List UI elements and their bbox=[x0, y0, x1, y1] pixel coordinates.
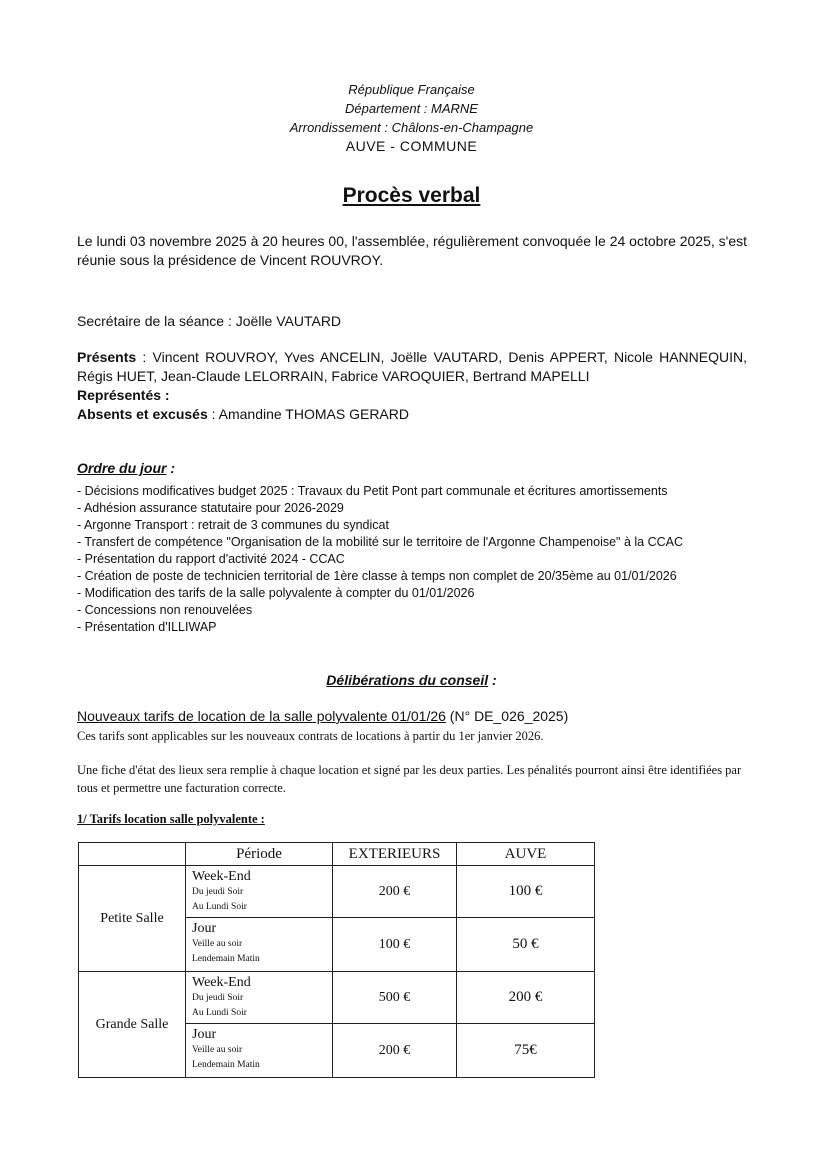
agenda-item: - Présentation du rapport d'activité 2024 - CCAC bbox=[77, 552, 345, 566]
periode-cell bbox=[186, 1024, 333, 1078]
presents-label: Présents bbox=[77, 349, 137, 365]
presents-list: : Vincent ROUVROY, Yves ANCELIN, Joëlle VAUTARD, Denis APPERT, Nicole HANNEQUIN, Régis HUET, Jean-Claude LELORRAIN, Fabrice VAROQUIER, Bertrand MAPELLI bbox=[77, 349, 747, 384]
secretaire-line: Secrétaire de la séance : Joëlle VAUTARD bbox=[77, 313, 342, 329]
price-auve: 200 € bbox=[457, 972, 595, 1024]
price-auve: 100 € bbox=[457, 866, 595, 918]
periode-sub: Veille au soir bbox=[192, 939, 243, 949]
tarif-heading-text: Nouveaux tarifs de location de la salle polyvalente 01/01/26 bbox=[77, 708, 446, 724]
periode-main: Jour bbox=[192, 921, 217, 936]
agenda-item: - Création de poste de technicien territorial de 1ère classe à temps non complet de 20/35ème au 01/01/2026 bbox=[77, 569, 677, 583]
tarifs-table bbox=[78, 842, 595, 1078]
header-departement: Département : MARNE bbox=[345, 101, 478, 116]
table-header-cell: Période bbox=[186, 843, 333, 866]
agenda-item: - Modification des tarifs de la salle polyvalente à compter du 01/01/2026 bbox=[77, 586, 475, 600]
periode-sub: Lendemain Matin bbox=[192, 954, 260, 964]
table-header-row bbox=[79, 843, 595, 866]
agenda-item: - Concessions non renouvelées bbox=[77, 603, 253, 617]
price-auve: 75€ bbox=[457, 1024, 595, 1078]
periode-main: Week-End bbox=[192, 869, 251, 884]
periode-cell bbox=[186, 866, 333, 918]
periode-cell bbox=[186, 918, 333, 972]
salle-cell: Grande Salle bbox=[79, 972, 186, 1078]
table-header-cell: AUVE bbox=[457, 843, 595, 866]
tarif-applicability-paragraph: Ces tarifs sont applicables sur les nouveaux contrats de locations à partir du 1er janvier 2026. bbox=[77, 729, 544, 743]
price-exterieurs: 200 € bbox=[333, 1024, 457, 1078]
deliberations-title-suffix: : bbox=[488, 672, 497, 688]
absent-label: Absents et excusés bbox=[77, 406, 208, 422]
agenda-item: - Transfert de compétence "Organisation de la mobilité sur le territoire de l'Argonne Champenoise" à la CCAC bbox=[77, 535, 683, 549]
attendance-block bbox=[77, 348, 747, 424]
etat-des-lieux-paragraph: Une fiche d'état des lieux sera remplie à chaque location et signé par les deux parties. Les pénalités pourront ainsi être identifiées par tous et permettre une facturation correcte. bbox=[77, 763, 742, 795]
page-title: Procès verbal bbox=[342, 184, 481, 207]
agenda-title bbox=[77, 460, 175, 476]
agenda-item: - Présentation d'ILLIWAP bbox=[77, 620, 217, 634]
tarif-reference: (N° DE_026_2025) bbox=[445, 708, 569, 724]
header-republique: République Française bbox=[348, 82, 475, 97]
periode-sub: Du jeudi Soir bbox=[192, 993, 244, 1003]
tarifs-subtitle: 1/ Tarifs location salle polyvalente : bbox=[77, 812, 265, 826]
header-commune: AUVE - COMMUNE bbox=[345, 138, 478, 154]
agenda-title-suffix: : bbox=[166, 460, 176, 476]
agenda-title-text: Ordre du jour bbox=[77, 460, 167, 476]
periode-sub: Au Lundi Soir bbox=[192, 902, 247, 912]
agenda-item: - Argonne Transport : retrait de 3 communes du syndicat bbox=[77, 518, 389, 532]
periode-sub: Lendemain Matin bbox=[192, 1060, 260, 1070]
agenda-list bbox=[77, 483, 757, 636]
agenda-item: - Décisions modificatives budget 2025 : Travaux du Petit Pont part communale et écritures amortissements bbox=[77, 484, 668, 498]
price-exterieurs: 500 € bbox=[333, 972, 457, 1024]
periode-main: Jour bbox=[192, 1027, 217, 1042]
price-auve: 50 € bbox=[457, 918, 595, 972]
periode-cell bbox=[186, 972, 333, 1024]
deliberations-title bbox=[0, 672, 823, 688]
price-exterieurs: 200 € bbox=[333, 866, 457, 918]
table-header-cell bbox=[79, 843, 186, 866]
periode-main: Week-End bbox=[192, 975, 251, 990]
deliberations-title-text: Délibérations du conseil bbox=[326, 672, 489, 688]
periode-sub: Du jeudi Soir bbox=[192, 887, 244, 897]
document-header bbox=[0, 80, 823, 156]
table-header-cell: EXTERIEURS bbox=[333, 843, 457, 866]
agenda-item: - Adhésion assurance statutaire pour 2026-2029 bbox=[77, 501, 344, 515]
absent-list: : Amandine THOMAS GERARD bbox=[207, 406, 409, 422]
price-exterieurs: 100 € bbox=[333, 918, 457, 972]
table-row bbox=[79, 972, 595, 1024]
table-row bbox=[79, 866, 595, 918]
tarif-heading bbox=[77, 708, 568, 724]
header-arrondissement: Arrondissement : Châlons-en-Champagne bbox=[289, 120, 534, 135]
periode-sub: Au Lundi Soir bbox=[192, 1008, 247, 1018]
periode-sub: Veille au soir bbox=[192, 1045, 243, 1055]
intro-paragraph: Le lundi 03 novembre 2025 à 20 heures 00, l'assemblée, régulièrement convoquée le 24 octobre 2025, s'est réunie sous la présidence de Vincent ROUVROY. bbox=[77, 233, 748, 268]
represented-label: Représentés : bbox=[77, 387, 170, 403]
salle-cell: Petite Salle bbox=[79, 866, 186, 972]
